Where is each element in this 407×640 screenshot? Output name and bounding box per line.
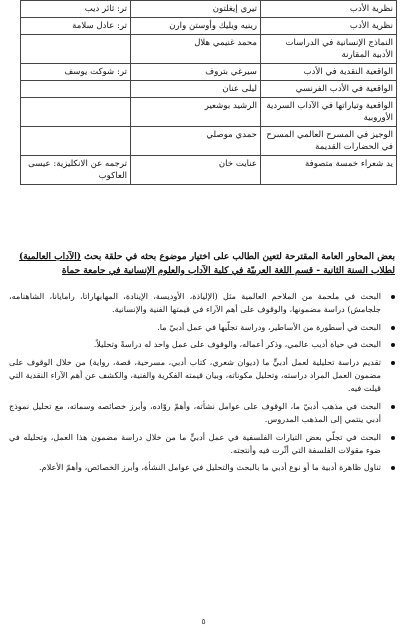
table-row <box>21 127 397 156</box>
topic-text: البحث في ملحمة من الملاحم العالمية مثل (الإلياذة، الأوديسة، الإينادة، المهابهاراتا، رامايانا، الشاهنامه، جلجامش) دراسة مضمونها، والوقوف على أهم الآراء في قيمتها الفنية والإنسانية. <box>9 291 381 315</box>
list-item <box>9 400 381 427</box>
topic-text: تناول ظاهرة أدبية ما أو نوع أدبي ما بالبحث والتحليل في عوامل النشأة، وأبرز الخصائص، وأهمّ الأعلام. <box>39 462 381 473</box>
book-title: النماذج الإنسانية في الدراسات الأدبية المقارنة <box>261 35 397 64</box>
topic-text: البحث في حياة أديب عالمي، وذكر أعماله، والوقوف على عمل واحد له دراسةً وتحليلاً. <box>93 339 381 350</box>
book-title: الوجيز في المسرح العالمي المسرح في الحضارات القديمة <box>261 127 397 156</box>
table-row <box>21 98 397 127</box>
book-translator: تر: عادل سلامة <box>21 18 131 35</box>
topic-text: تقديم دراسة تحليلية لعمل أدبيٍّ ما (ديوان شعري، كتاب أدبي، مسرحية، قصة، رواية) من خلال الوقوف على مضمون العمل المراد دراسته، وتحليل مكوناته، وبيان قيمته الفكرية والفنية، والكشف عن أهم الآراء النقدية التي قيلت فيه. <box>9 356 381 394</box>
book-author: تيري إيغلتون <box>131 1 261 18</box>
table-row <box>21 1 397 18</box>
list-item <box>9 461 381 474</box>
bullet-icon <box>391 295 395 299</box>
book-author: سيرغي بتروف <box>131 64 261 81</box>
book-translator <box>21 98 131 127</box>
book-title: الواقعية وتياراتها في الآداب السردية الأوروبية <box>261 98 397 127</box>
book-author: محمد غنيمي هلال <box>131 35 261 64</box>
topic-text: البحث في مذهب أدبيّ ما، الوقوف على عوامل نشأته، وأهمّ روّاده، وأبرز خصائصه وسماته، مع تحليل نموذج أدبي ينتمي إلى المذهب المدروس. <box>9 400 381 425</box>
book-translator: ترجمه عن الانكليزية: عيسى العاكوب <box>21 156 131 185</box>
heading-text-end: لطلاب السنة الثانية - قسم اللغة العربيّة في كلية الآداب والعلوم الإنسانية في جامعة حماة <box>61 266 395 276</box>
book-author: رينيه ويليك وأوستن وارن <box>131 18 261 35</box>
book-translator: تر: شوكت يوسف <box>21 64 131 81</box>
topics-list <box>9 290 395 479</box>
table-row <box>21 18 397 35</box>
bullet-icon <box>391 326 395 330</box>
book-author: ليلى عنان <box>131 81 261 98</box>
topic-text: البحث في أسطورة من الأساطير، ودراسة تجلّيها في عمل أدبيّ ما. <box>157 321 381 332</box>
book-translator <box>21 127 131 156</box>
references-table <box>20 0 397 185</box>
book-title: نظرية الأدب <box>261 1 397 18</box>
list-item <box>9 290 381 317</box>
table-row <box>21 35 397 64</box>
list-item <box>9 338 381 351</box>
list-item <box>9 321 381 334</box>
book-title: الواقعية في الأدب الفرنسي <box>261 81 397 98</box>
book-translator: تر: ثائر ديب <box>21 1 131 18</box>
book-title: نظرية الأدب <box>261 18 397 35</box>
book-author: الرشيد بوشعير <box>131 98 261 127</box>
bullet-icon <box>391 405 395 409</box>
bullet-icon <box>391 466 395 470</box>
book-title: الواقعية النقدية في الأدب <box>261 64 397 81</box>
bullet-icon <box>391 343 395 347</box>
list-item <box>9 356 381 396</box>
list-item <box>9 431 381 458</box>
table-row <box>21 64 397 81</box>
book-author: عنايت خان <box>131 156 261 185</box>
page-number: ٥ <box>201 617 206 626</box>
heading-text-start: بعض المحاور العامة المقترحة لتعين الطالب على اختيار موضوع بحثه في حلقة بحث <box>81 252 395 262</box>
table-row <box>21 156 397 185</box>
book-translator <box>21 81 131 98</box>
book-title: يد شعراء خمسة متصوفة <box>261 156 397 185</box>
book-author: حمدي موصلي <box>131 127 261 156</box>
table-row <box>21 81 397 98</box>
bullet-icon <box>391 436 395 440</box>
section-heading <box>10 250 395 278</box>
heading-course-name: (الآداب العالمية) <box>18 252 82 262</box>
bullet-icon <box>391 361 395 365</box>
topic-text: البحث في تجلّي بعض التيارات الفلسفية في عمل أدبيٍّ ما من خلال دراسة مضمون هذا العمل، وتحليله في ضوء مقولات الفلسفة التي أثّرت فيه وأنتجته. <box>9 431 381 456</box>
book-translator <box>21 35 131 64</box>
